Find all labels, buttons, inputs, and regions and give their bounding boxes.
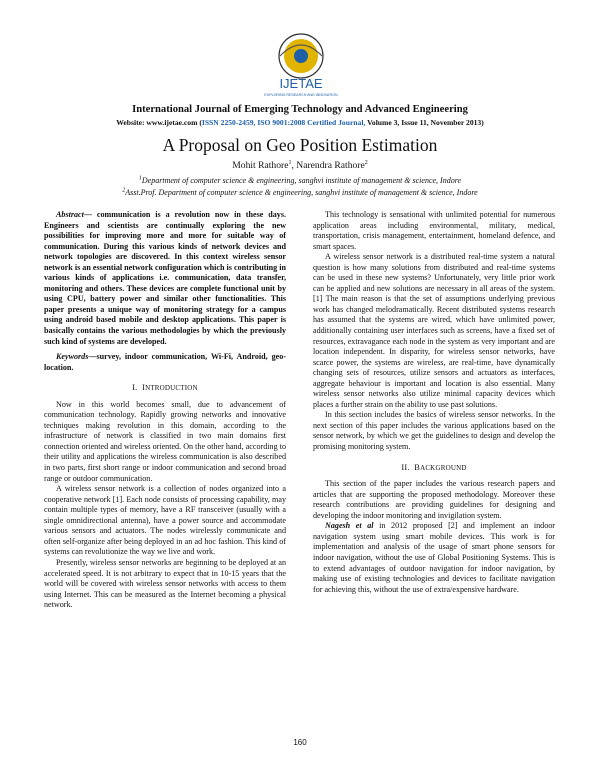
logo-emblem-icon <box>258 32 344 100</box>
logo-text: IJETAE <box>279 76 323 91</box>
right-paragraph-2: A wireless sensor network is a distributed real-time system a natural question is how many solutions from distributed and real-time systems can be used in these new systems? Unfortunately, very little prior work can be applied and new solutions are necessary in all areas of the system. [1] The main reason is that the set of assumptions underlying previous work has changed melodramatically. Recent distributed systems research has assumed that the systems are wired, which have unlimited power, additionally containing user interfaces such as screens, have a fixed set of resources, extravagance each node in the system as very important and are location independent. In disparity, for wireless sensor networks, have scarce power, the systems are wireless, are real-time, have dynamically changing sets of resources, utilize sensors and actuators as interfaces, aggregate behaviour is important and location is also essential. Many wireless sensor networks also utilize minimal capacity devices which places a further strain on the ability to use past solutions. <box>313 252 555 409</box>
website-issn: ISSN 2250-2459, ISO 9001:2008 Certified Journal, <box>201 118 366 127</box>
intro-paragraph-2: A wireless sensor network is a collection of nodes organized into a cooperative network [1]. Each node consists of processing capability, may contain multiple types of memory, have a RF transceiver (usually with a single omnidirectional antenna), have a power source and accommodate various sensors and actuators. The nodes wirelessly communicate and often self-organize after being deployed in an ad hoc fashion. This kind of systems can revolutionize the way we live and work. <box>44 484 286 557</box>
right-paragraph-1: This technology is sensational with unlimited potential for numerous application areas including environmental, military, medical, transportation, crisis management, entertainment, homeland defence, and smart spaces. <box>313 210 555 251</box>
authors-line <box>0 160 600 171</box>
author-2-sup: 2 <box>364 159 368 166</box>
background-paragraph-2-text: in 2012 proposed [2] and implement an indoor navigation system using smart mobile devices. This work is for implementation and analysis of the usage of smart phone sensors for indoor navigation, without the use of Global Positioning Systems. This is to extend advantages of outdoor navigation for indoor navigation, by making use of existing technologies and devices to facilitate navigation for achieving this, without the use of extra/expensive hardware. <box>313 521 555 594</box>
background-paragraph-2 <box>313 521 555 595</box>
author-separator: , Narendra Rathore <box>291 160 365 171</box>
journal-website-line <box>0 118 600 127</box>
logo-tagline: EXPLORING RESEARCH AND INNOVATION <box>264 93 338 97</box>
keywords <box>44 352 286 373</box>
page-number: 160 <box>293 738 307 747</box>
affiliation-1-sup: 1 <box>138 175 142 182</box>
journal-title: International Journal of Emerging Technology and Advanced Engineering <box>132 104 468 115</box>
section-heading-introduction <box>44 383 286 394</box>
section-2-number: II. <box>401 462 410 472</box>
intro-paragraph-1: Now in this world becomes small, due to advancement of communication technology. Rapidly growing networks and innovative techniques making revolution in this domain, according to the infrastructure of network is classified in two main domains first connection oriented and wireless oriented. On the other hand, according to their utility and applications the wireless communication is also described in two parts, first short range or indoor communication and second broad range or outdoor communication. <box>44 399 286 483</box>
section-1-initial: I <box>142 383 146 393</box>
affiliation-2 <box>0 188 600 197</box>
section-2-initial: B <box>414 462 421 472</box>
background-paragraph-1: This section of the paper includes the various research papers and articles that are supporting the proposed methodology. Moreover these research contributions are providing guidelines for designing and developing the indoor monitoring and invigilation system. <box>313 479 555 520</box>
keywords-label: Keywords <box>56 352 89 362</box>
section-2-rest: ACKGROUND <box>420 463 467 472</box>
cited-author: Nagesh et al <box>325 521 374 531</box>
affiliation-1-text: Department of computer science & engineering, sanghvi institute of management & science, Indore <box>141 176 462 185</box>
author-1: Mohit Rathore <box>232 160 289 171</box>
left-column <box>44 210 286 611</box>
abstract <box>44 210 286 347</box>
section-1-rest: NTRODUCTION <box>145 384 198 393</box>
affiliation-2-sup: 2 <box>122 187 126 194</box>
affiliation-1 <box>0 176 600 185</box>
right-column <box>313 210 555 595</box>
website-suffix: Volume 3, Issue 11, November 2013) <box>365 118 484 127</box>
author-1-sup: 1 <box>288 159 292 166</box>
intro-paragraph-3: Presently, wireless sensor networks are beginning to be deployed at an accelerated speed. It is not arbitrary to expect that in 10-15 years that the world will be covered with wireless sensor networks with access to them using Internet. This can be measured as the Internet becoming a physical network. <box>44 557 286 610</box>
section-heading-background <box>313 463 555 474</box>
website-prefix: Website: www.ijetae.com ( <box>116 118 202 127</box>
journal-logo <box>258 32 344 100</box>
right-paragraph-3: In this section includes the basics of wireless sensor networks. In the next section of this paper includes the various applications based on the sensor network, by which we get the guidelines to design and develop the promising monitoring system. <box>313 410 555 452</box>
paper-title: A Proposal on Geo Position Estimation <box>162 135 438 155</box>
abstract-label: Abstract— <box>56 210 92 219</box>
abstract-text: communication is a revolution now in these days. Engineers and scientists are continually exploring the new possibilities for improving more and more for suitable way of communication. During this various kinds of network devices and network topologies are discovered. In this context wireless sensor network is an essential network configuration which is contributing in various kinds of applications i.e. communication, data transfer, monitoring and others. These devices are complete functional unit by using CPU, battery power and similar other functionalities. This paper presents a unique way of monitoring strategy for a campus using android based mobile and desktop applications. This paper is basically contains the various methodologies by which the previously such kind of systems are developed. <box>44 210 286 346</box>
keywords-text: —survey, indoor communication, Wi-Fi, Android, geo-location. <box>44 352 286 372</box>
affiliation-2-text: Asst.Prof. Department of computer science & engineering, sanghvi institute of management & science, Indore <box>125 188 478 197</box>
section-1-number: I. <box>132 383 138 393</box>
